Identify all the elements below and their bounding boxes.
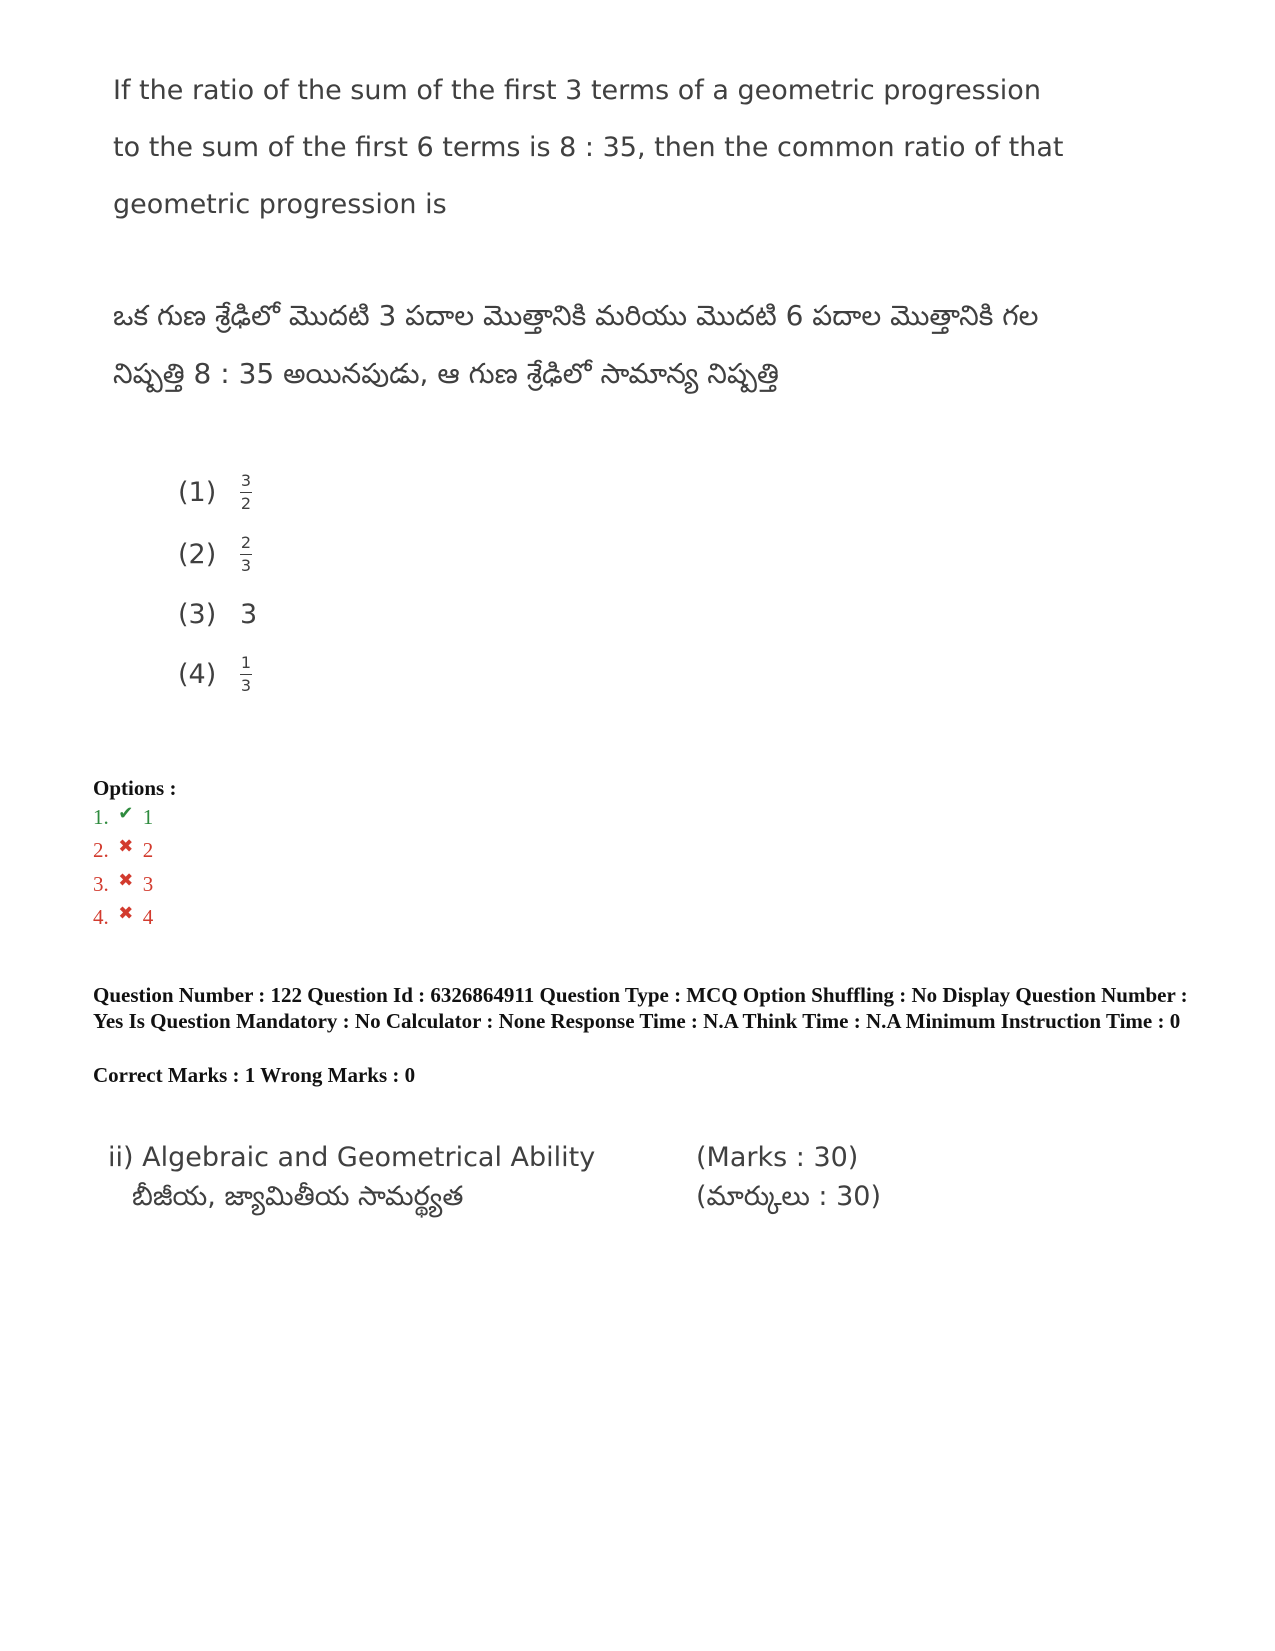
choice-label: (4) bbox=[178, 658, 217, 690]
cross-icon: ✖ bbox=[118, 870, 134, 890]
option-index: 3. bbox=[93, 872, 109, 896]
option-index: 1. bbox=[93, 805, 109, 829]
choice-2 bbox=[178, 524, 252, 584]
choice-fraction bbox=[240, 654, 252, 695]
section-marks-english: (Marks : 30) bbox=[696, 1142, 859, 1173]
question-text-telugu: ఒక గుణ శ్రేఢిలో మొదటి 3 పదాల మొత్తానికి మరియు మొదటి 6 పదాల మొత్తానికి గల నిష్పత్తి 8 : 35 అయినపుడు, ఆ గుణ శ్రేఢిలో సామాన్య నిష్పత్తి bbox=[113, 299, 1039, 390]
option-value: 1 bbox=[142, 805, 154, 829]
choice-3 bbox=[178, 584, 257, 644]
fraction-numerator: 2 bbox=[240, 532, 252, 552]
question-text-english: If the ratio of the sum of the first 3 terms of a geometric progression to the sum of the first 6 terms is 8 : 35, then the common ratio of that geometric progression is bbox=[113, 75, 1064, 220]
section-marks-telugu: (మార్కులు : 30) bbox=[696, 1181, 881, 1212]
choice-fraction bbox=[240, 534, 252, 575]
choice-label: (3) bbox=[178, 598, 217, 630]
option-3 bbox=[93, 872, 153, 897]
fraction-numerator: 1 bbox=[240, 652, 252, 672]
options-title: Options : bbox=[93, 776, 177, 800]
choice-label: (1) bbox=[178, 476, 217, 508]
choice-label: (2) bbox=[178, 538, 217, 570]
fraction-denominator: 2 bbox=[240, 493, 252, 513]
fraction-numerator: 3 bbox=[240, 470, 252, 490]
section-title-telugu: బీజీయ, జ్యామితీయ సామర్థ్యత bbox=[132, 1181, 464, 1212]
choice-1 bbox=[178, 462, 252, 522]
option-value: 3 bbox=[142, 872, 154, 896]
option-1 bbox=[93, 805, 153, 830]
choice-fraction bbox=[240, 472, 252, 513]
choice-value: 3 bbox=[240, 598, 258, 630]
option-index: 4. bbox=[93, 905, 109, 929]
marks-info: Correct Marks : 1 Wrong Marks : 0 bbox=[93, 1063, 416, 1087]
option-2 bbox=[93, 838, 153, 863]
option-index: 2. bbox=[93, 838, 109, 862]
section-title-english: ii) Algebraic and Geometrical Ability bbox=[108, 1142, 596, 1173]
option-value: 2 bbox=[142, 838, 154, 862]
option-4 bbox=[93, 905, 153, 930]
cross-icon: ✖ bbox=[118, 836, 134, 856]
option-value: 4 bbox=[142, 905, 154, 929]
fraction-denominator: 3 bbox=[240, 675, 252, 695]
question-metadata: Question Number : 122 Question Id : 6326864911 Question Type : MCQ Option Shuffling : No Display Question Number : Yes Is Question Mandatory : No Calculator : None Response Time : N.A Think Time : N.A Minimum Instruction Time : 0 bbox=[93, 983, 1188, 1033]
check-icon: ✔ bbox=[118, 803, 134, 823]
cross-icon: ✖ bbox=[118, 903, 134, 923]
fraction-denominator: 3 bbox=[240, 555, 252, 575]
choice-4 bbox=[178, 644, 252, 704]
